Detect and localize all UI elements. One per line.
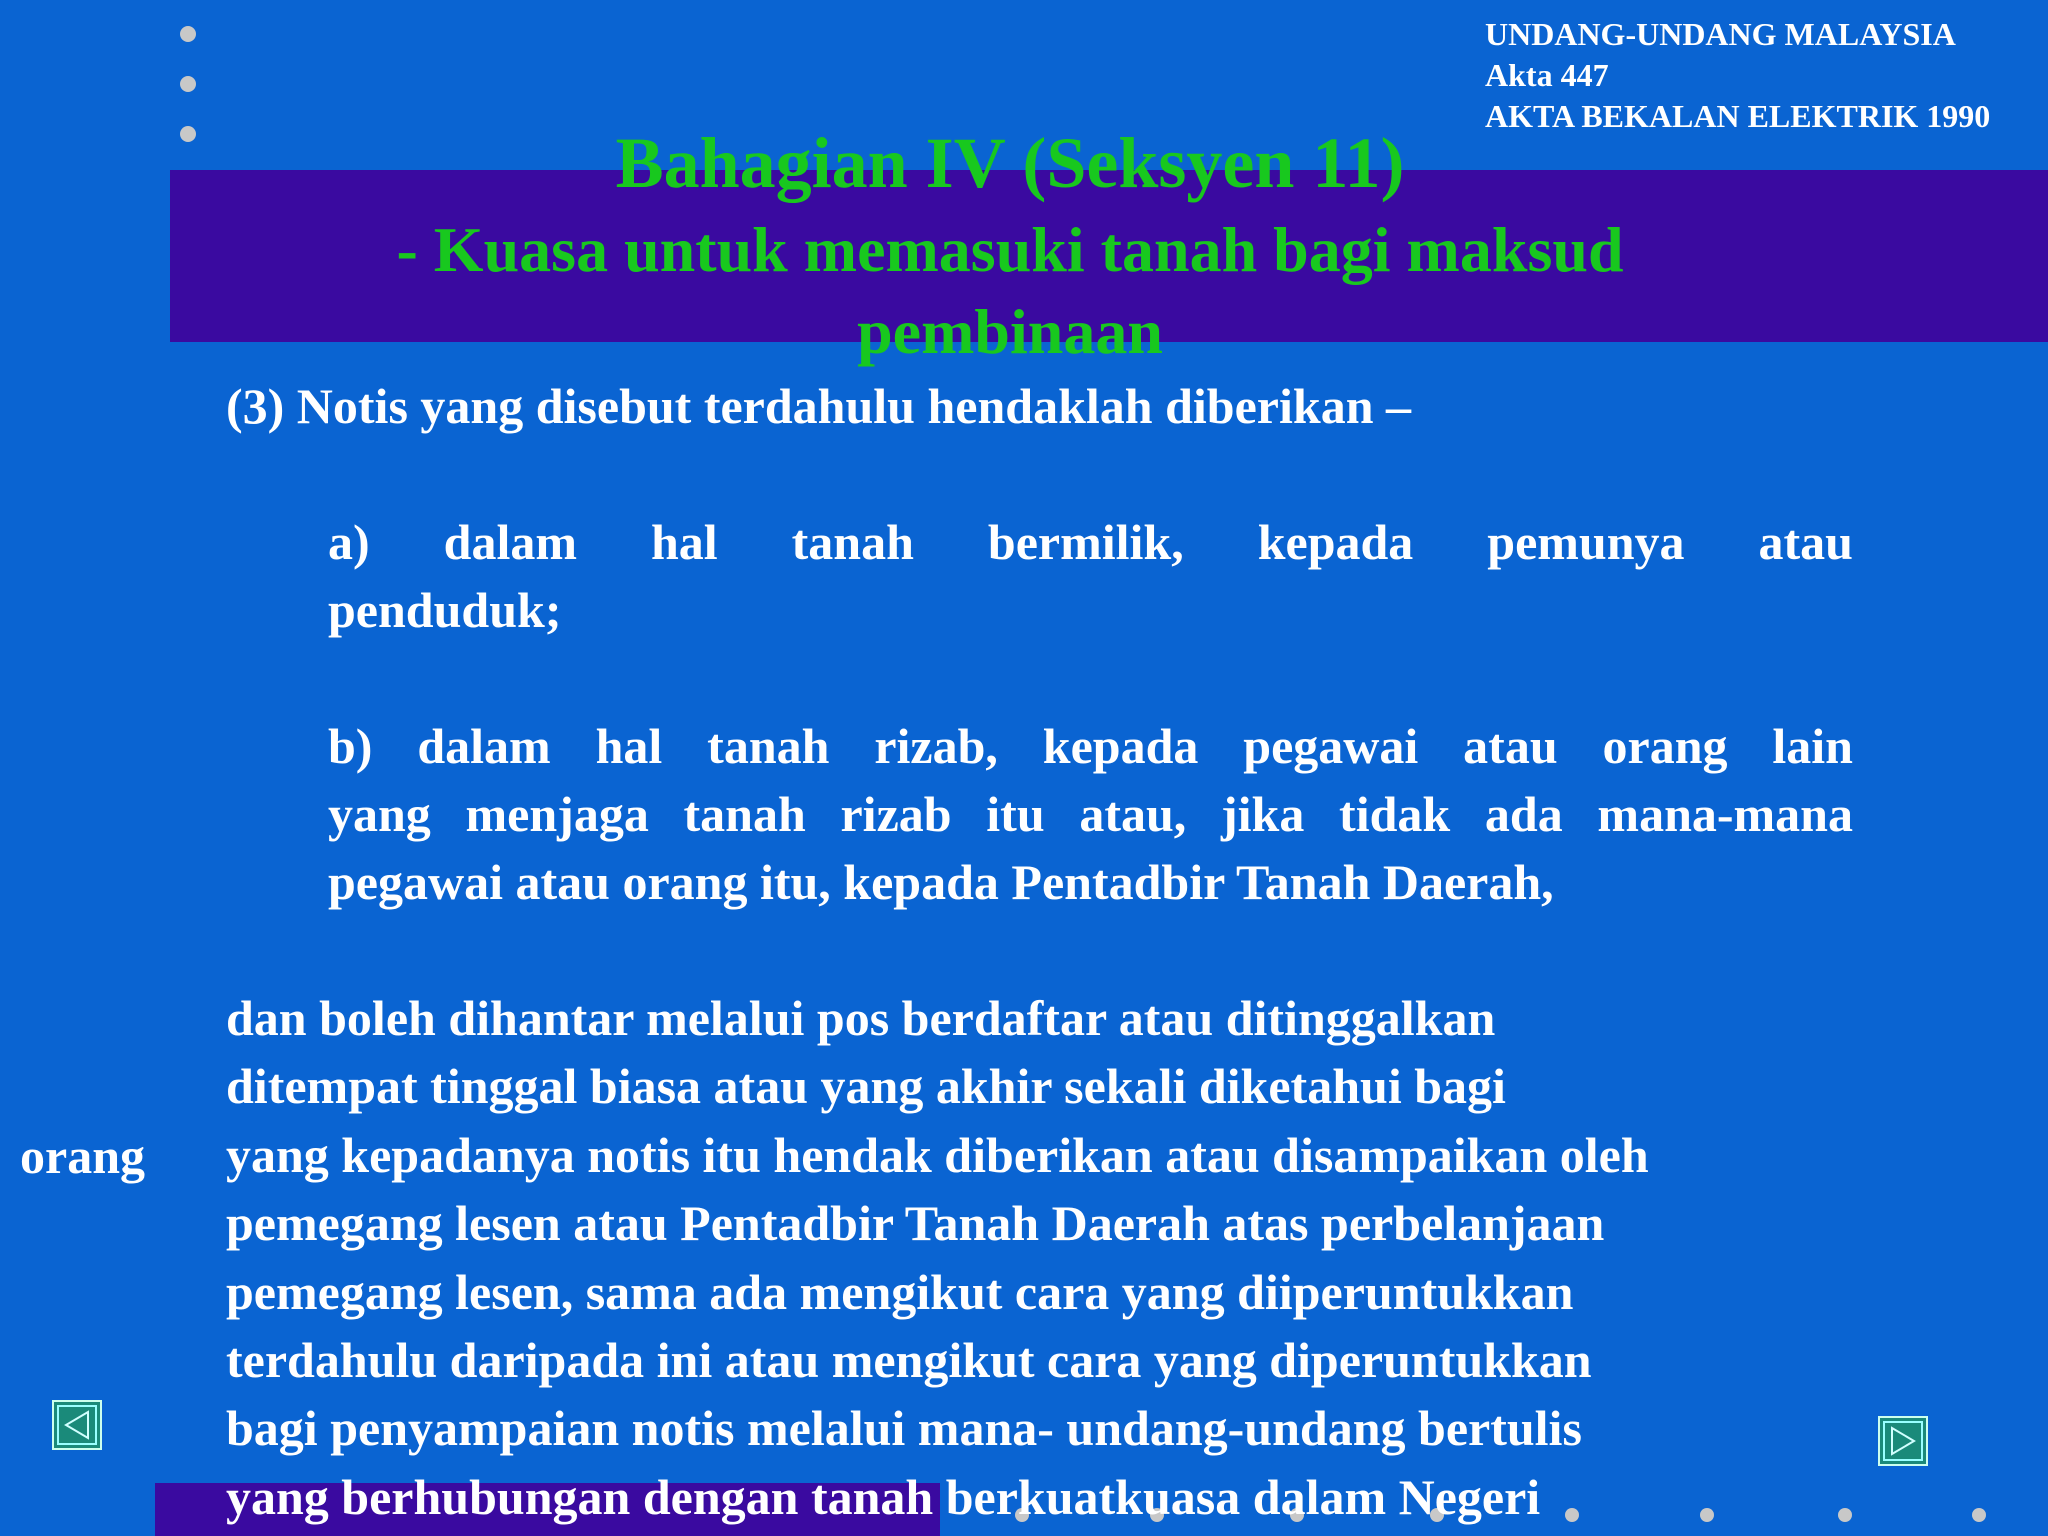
paragraph-line: yang kepadanya notis itu hendak diberikan atau disampaikan oleh [226, 1126, 1649, 1183]
slide-subtitle-line-2: pembinaan [857, 296, 1163, 367]
bottom-dot [1700, 1508, 1714, 1522]
header-line-1: UNDANG-UNDANG MALAYSIA [1485, 16, 1956, 52]
paragraph-line: yang berhubungan dengan tanah berkuatkuasa dalam Negeri [226, 1468, 1541, 1525]
slide-title: Bahagian IV (Seksyen 11) [615, 123, 1405, 203]
previous-slide-button[interactable] [52, 1400, 102, 1450]
triangle-left-icon [54, 1402, 100, 1448]
item-b-line-3: pegawai atau orang itu, kepada Pentadbir Tanah Daerah, [328, 854, 1554, 910]
item-b [328, 712, 1853, 916]
header-line-2: Akta 447 [1485, 57, 1609, 93]
next-slide-button[interactable] [1878, 1416, 1928, 1466]
bullet-dot-1 [180, 26, 196, 42]
item-a-line-2: penduduk; [328, 582, 562, 638]
bullet-dot-2 [180, 76, 196, 92]
item-a [328, 508, 1853, 644]
item-b-line-2: yang menjaga tanah rizab itu atau, jika tidak ada mana-mana [328, 786, 1853, 842]
bottom-dot [1972, 1508, 1986, 1522]
paragraph-line: pemegang lesen, sama ada mengikut cara yang diiperuntukkan [226, 1263, 1574, 1320]
bullet-dot-3 [180, 126, 196, 142]
margin-word: orang [20, 1128, 145, 1184]
item-a-line-1: a) dalam hal tanah bermilik, kepada pemunya atau [328, 514, 1853, 570]
paragraph-line: dan boleh dihantar melalui pos berdaftar atau ditinggalkan [226, 990, 1496, 1046]
triangle-right-icon [1880, 1418, 1926, 1464]
bottom-dot [1838, 1508, 1852, 1522]
paragraph-line: terdahulu daripada ini atau mengikut cara yang diperuntukkan [226, 1332, 1592, 1389]
intro-text: (3) Notis yang disebut terdahulu hendaklah diberikan – [226, 378, 1412, 434]
paragraph-line: ditempat tinggal biasa atau yang akhir sekali diketahui bagi [226, 1058, 1506, 1115]
slide-subtitle-line-1: - Kuasa untuk memasuki tanah bagi maksud [396, 214, 1624, 285]
paragraph-line: pemegang lesen atau Pentadbir Tanah Daerah atas perbelanjaan [226, 1195, 1605, 1252]
closing-paragraph [226, 984, 1649, 1531]
header-line-3: AKTA BEKALAN ELEKTRIK 1990 [1485, 98, 1991, 134]
paragraph-line: bagi penyampaian notis melalui mana- undang-undang bertulis [226, 1400, 1582, 1457]
item-b-line-1: b) dalam hal tanah rizab, kepada pegawai atau orang lain [328, 718, 1853, 774]
